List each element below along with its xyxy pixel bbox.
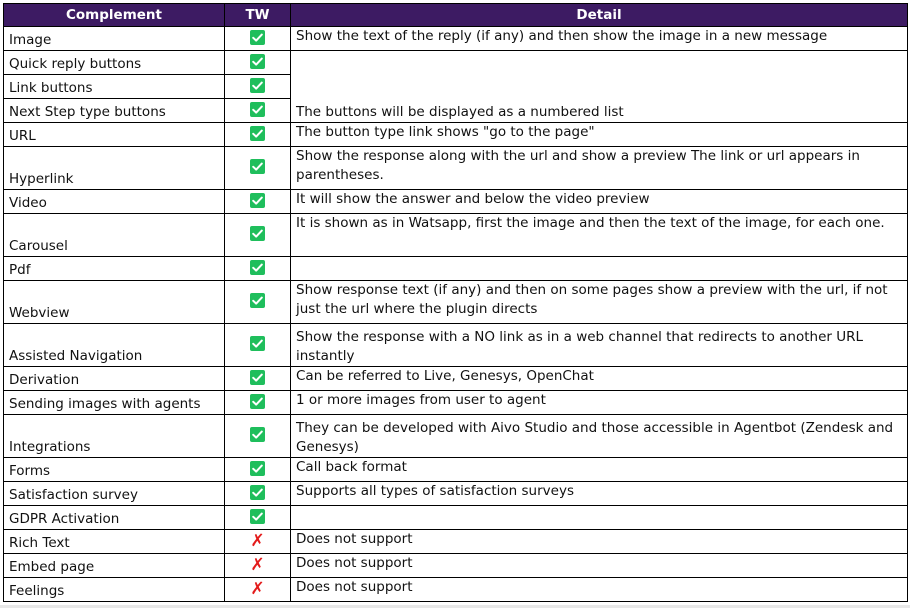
table-row — [4, 27, 908, 51]
check-icon — [250, 260, 265, 275]
detail-cell[interactable]: Supports all types of satisfaction surveys — [291, 482, 908, 506]
tw-cell[interactable] — [225, 530, 291, 554]
check-icon — [250, 102, 265, 117]
check-icon — [250, 54, 265, 69]
detail-cell[interactable]: Call back format — [291, 458, 908, 482]
detail-cell[interactable]: Does not support — [291, 554, 908, 578]
cross-icon: ✗ — [250, 578, 265, 599]
table-row — [4, 51, 908, 75]
tw-cell[interactable] — [225, 458, 291, 482]
detail-cell[interactable] — [291, 257, 908, 281]
check-icon — [250, 370, 265, 385]
complement-cell-assisted-navigation[interactable]: Assisted Navigation — [4, 324, 225, 367]
table-row — [4, 578, 908, 602]
detail-cell[interactable]: Does not support — [291, 530, 908, 554]
tw-cell[interactable] — [225, 123, 291, 147]
complement-cell-video[interactable]: Video — [4, 190, 225, 214]
tw-cell[interactable] — [225, 367, 291, 391]
table-row — [4, 324, 908, 367]
check-icon — [250, 461, 265, 476]
complement-cell-next-step-type-buttons[interactable]: Next Step type buttons — [4, 99, 225, 123]
detail-cell-merged[interactable]: The buttons will be displayed as a numbered list — [291, 51, 908, 123]
complement-cell-image[interactable]: Image — [4, 27, 225, 51]
check-icon — [250, 30, 265, 45]
tw-cell[interactable] — [225, 554, 291, 578]
detail-cell[interactable]: Does not support — [291, 578, 908, 602]
check-icon — [250, 485, 265, 500]
check-icon — [250, 509, 265, 524]
tw-cell[interactable] — [225, 482, 291, 506]
complement-cell-carousel[interactable]: Carousel — [4, 214, 225, 257]
header-tw[interactable]: TW — [225, 4, 291, 27]
cross-icon: ✗ — [250, 554, 265, 575]
cross-icon: ✗ — [250, 530, 265, 551]
check-icon — [250, 394, 265, 409]
check-icon — [250, 193, 265, 208]
detail-cell[interactable]: Show the response along with the url and show a preview The link or url appears in parentheses. — [291, 147, 908, 190]
complement-cell-gdpr-activation[interactable]: GDPR Activation — [4, 506, 225, 530]
detail-cell[interactable]: 1 or more images from user to agent — [291, 391, 908, 415]
tw-cell[interactable] — [225, 391, 291, 415]
check-icon — [250, 427, 265, 442]
tw-cell[interactable] — [225, 415, 291, 458]
check-icon — [250, 336, 265, 351]
tw-cell[interactable] — [225, 147, 291, 190]
detail-cell[interactable]: Show the response with a NO link as in a web channel that redirects to another URL instantly — [291, 324, 908, 367]
table-row — [4, 214, 908, 257]
tw-cell[interactable] — [225, 51, 291, 75]
tw-cell[interactable] — [225, 190, 291, 214]
tw-cell[interactable] — [225, 99, 291, 123]
table-row — [4, 554, 908, 578]
complement-cell-feelings[interactable]: Feelings — [4, 578, 225, 602]
check-icon — [250, 78, 265, 93]
tw-cell[interactable] — [225, 506, 291, 530]
table-row — [4, 190, 908, 214]
complement-cell-url[interactable]: URL — [4, 123, 225, 147]
check-icon — [250, 226, 265, 241]
table-row — [4, 391, 908, 415]
complement-cell-hyperlink[interactable]: Hyperlink — [4, 147, 225, 190]
check-icon — [250, 159, 265, 174]
tw-cell[interactable] — [225, 324, 291, 367]
features-table — [3, 3, 908, 602]
complement-cell-link-buttons[interactable]: Link buttons — [4, 75, 225, 99]
check-icon — [250, 126, 265, 141]
tw-cell[interactable] — [225, 281, 291, 324]
complement-cell-sending-images-with-agents[interactable]: Sending images with agents — [4, 391, 225, 415]
detail-cell[interactable]: It will show the answer and below the video preview — [291, 190, 908, 214]
complement-cell-satisfaction-survey[interactable]: Satisfaction survey — [4, 482, 225, 506]
header-row — [4, 4, 908, 27]
detail-cell[interactable]: Show the text of the reply (if any) and then show the image in a new message — [291, 27, 908, 51]
table-row — [4, 123, 908, 147]
table-row — [4, 458, 908, 482]
table-row — [4, 530, 908, 554]
complement-cell-forms[interactable]: Forms — [4, 458, 225, 482]
header-detail[interactable]: Detail — [291, 4, 908, 27]
table-row — [4, 506, 908, 530]
complement-cell-derivation[interactable]: Derivation — [4, 367, 225, 391]
detail-cell[interactable]: The button type link shows "go to the page" — [291, 123, 908, 147]
tw-cell[interactable] — [225, 257, 291, 281]
complement-cell-pdf[interactable]: Pdf — [4, 257, 225, 281]
complement-cell-webview[interactable]: Webview — [4, 281, 225, 324]
detail-cell[interactable]: It is shown as in Watsapp, first the image and then the text of the image, for each one. — [291, 214, 908, 257]
tw-cell[interactable] — [225, 578, 291, 602]
check-icon — [250, 293, 265, 308]
header-complement[interactable]: Complement — [4, 4, 225, 27]
tw-cell[interactable] — [225, 27, 291, 51]
detail-cell[interactable]: They can be developed with Aivo Studio and those accessible in Agentbot (Zendesk and Genesys) — [291, 415, 908, 458]
detail-cell[interactable]: Show response text (if any) and then on some pages show a preview with the url, if not just the url where the plugin directs — [291, 281, 908, 324]
tw-cell[interactable] — [225, 214, 291, 257]
complement-cell-embed-page[interactable]: Embed page — [4, 554, 225, 578]
table-row — [4, 281, 908, 324]
table-row — [4, 147, 908, 190]
table-row — [4, 257, 908, 281]
complement-cell-integrations[interactable]: Integrations — [4, 415, 225, 458]
table-row — [4, 367, 908, 391]
table-row — [4, 482, 908, 506]
complement-cell-quick-reply-buttons[interactable]: Quick reply buttons — [4, 51, 225, 75]
detail-cell[interactable]: Can be referred to Live, Genesys, OpenChat — [291, 367, 908, 391]
complement-cell-rich-text[interactable]: Rich Text — [4, 530, 225, 554]
detail-cell[interactable] — [291, 506, 908, 530]
table-row — [4, 415, 908, 458]
tw-cell[interactable] — [225, 75, 291, 99]
